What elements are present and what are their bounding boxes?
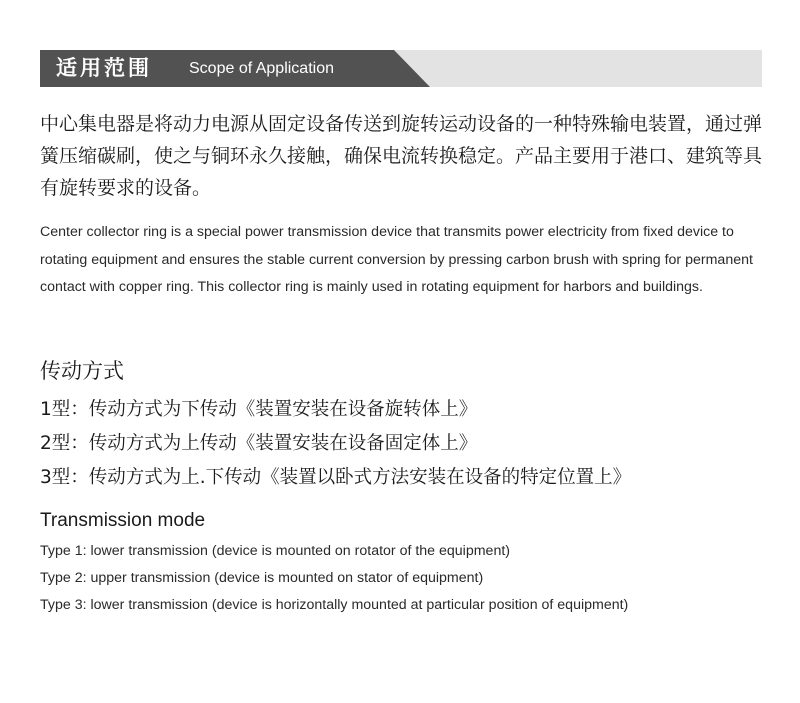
section-header-banner (40, 50, 762, 87)
transmission-item-en: Type 1: lower transmission (device is mounted on rotator of the equipment) (40, 543, 510, 559)
intro-paragraph-cn: 中心集电器是将动力电源从固定设备传送到旋转运动设备的一种特殊输电装置，通过弹簧压缩碳刷，使之与铜环永久接触，确保电流转换稳定。产品主要用于港口、建筑等具有旋转要求的设备。 (40, 113, 763, 199)
transmission-list-cn (40, 393, 631, 495)
transmission-list-en (40, 538, 628, 619)
intro-paragraph-en: Center collector ring is a special power transmission device that transmits power electricity from fixed device to rotating equipment and ensures the stable current conversion by pressing carbon brush with spring for permanent contact with copper ring. This collector ring is mainly used in rotating equipment for harbors and buildings. (40, 224, 753, 295)
banner-title-cn: 适用范围 (56, 56, 152, 80)
transmission-item-cn: 1型：传动方式为下传动《装置安装在设备旋转体上》 (40, 399, 478, 420)
transmission-heading-en: Transmission mode (40, 510, 206, 531)
banner-title-en: Scope of Application (189, 60, 334, 77)
transmission-item-cn: 2型：传动方式为上传动《装置安装在设备固定体上》 (40, 433, 478, 454)
transmission-item-cn: 3型：传动方式为上.下传动《装置以卧式方法安装在设备的特定位置上》 (40, 467, 632, 488)
transmission-item-en: Type 3: lower transmission (device is horizontally mounted at particular position of equipment) (40, 597, 629, 613)
transmission-item-en: Type 2: upper transmission (device is mounted on stator of equipment) (40, 570, 484, 586)
transmission-heading-cn: 传动方式 (40, 359, 124, 383)
